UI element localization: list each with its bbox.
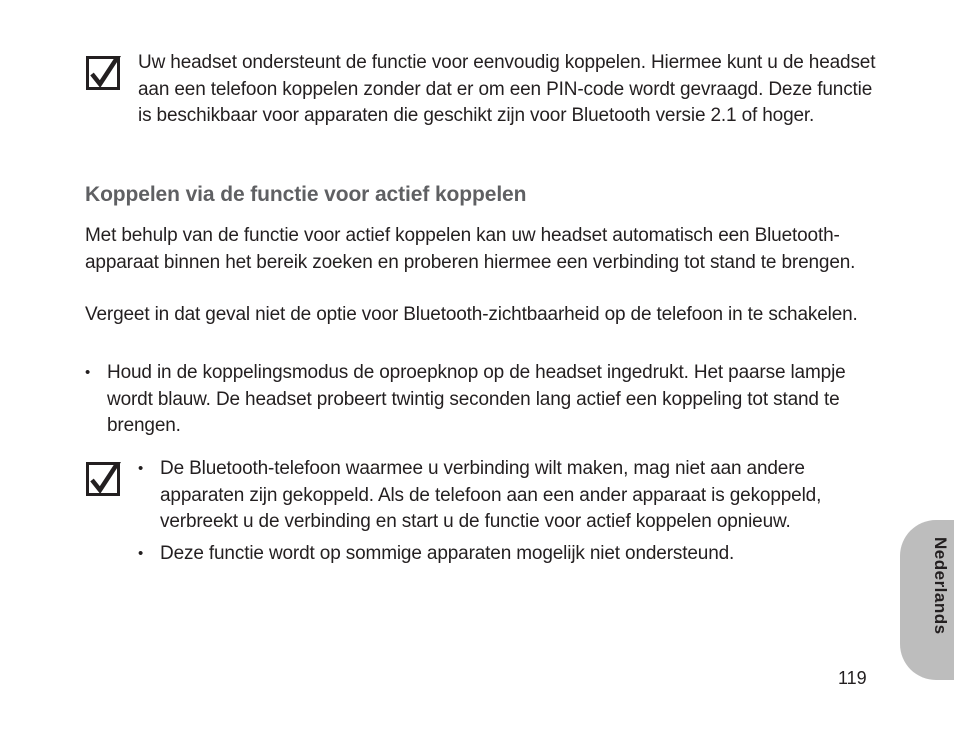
page-number: 119 (838, 668, 867, 688)
section-heading: Koppelen via de functie voor actief koppelen (85, 183, 527, 206)
body-paragraph: Vergeet in dat geval niet de optie voor Bluetooth-zichtbaarheid op de telefoon in te schakelen. (85, 304, 858, 325)
checkbox-check-icon (86, 462, 122, 498)
body-paragraph: Met behulp van de functie voor actief koppelen kan uw headset automatisch een Bluetooth-apparaat binnen het bereik zoeken en proberen hiermee een verbinding tot stand te brengen. (85, 225, 856, 273)
list-item: • De Bluetooth-telefoon waarmee u verbinding wilt maken, mag niet aan andere apparaten zijn gekoppeld. Als de telefoon aan een ander apparaat is gekoppeld, verbreekt u de verbinding en start u de functie voor actief koppelen opnieuw. (138, 456, 858, 536)
bullet-list (85, 360, 875, 440)
note-bullet-list (138, 456, 858, 567)
note-text: Uw headset ondersteunt de functie voor eenvoudig koppelen. Hiermee kunt u de headset aan een telefoon koppelen zonder dat er om een PIN-code wordt gevraagd. Deze functie is beschikbaar voor apparaten die geschikt zijn voor Bluetooth versie 2.1 of hoger. (138, 52, 876, 126)
list-item: • Deze functie wordt op sommige apparaten mogelijk niet ondersteund. (138, 541, 858, 568)
language-tab-label: Nederlands (931, 537, 950, 635)
list-item: • Houd in de koppelingsmodus de oproepknop op de headset ingedrukt. Het paarse lampje wordt blauw. De headset probeert twintig seconden lang actief een koppeling tot stand te brengen. (85, 360, 875, 440)
checkbox-check-icon (86, 56, 122, 92)
